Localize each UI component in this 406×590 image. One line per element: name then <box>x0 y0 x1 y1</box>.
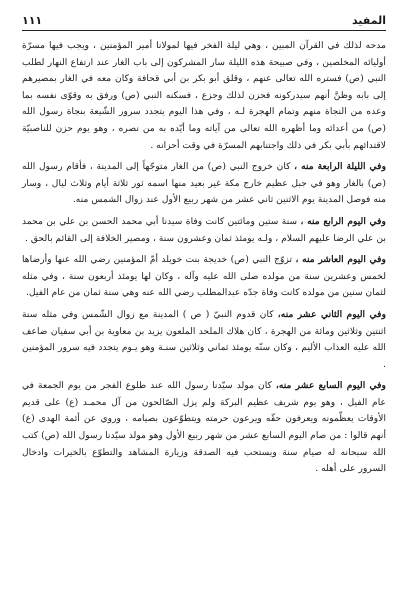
paragraph-text: سنة ستين ومائتين كانت وفاة سيدنا أبي محمد الحسن بن علي بن محمد بن علي الرضا عليهم السلام ، ولـه يومئذ ثمان وعشرون سنة ، ومصير الخلافة إلى القائم بالحق . <box>22 215 386 244</box>
paragraph-lead: وفي اليوم الرابع منه ، <box>300 215 386 227</box>
paragraph-lead: وفي اليوم العاشر منه ، <box>295 254 386 266</box>
paragraph-lead: وفي الليلة الرابعة منه ، <box>294 161 387 173</box>
paragraph-text: تزوّج النبي (ص) خديجة بنت خويلد أمّ المؤمنين رضي الله عنها وأرضاها لخمس وعشرين سنة من مولده صلى الله عليه وآله ، وكان لها يومئذ أربعون سنة ، وفي مثله لثمان سنين من مولده كانت وفاة جدّه عبدالمطلب رضي الله عنه وهي سنة ثمان من عام الفيل. <box>22 254 386 299</box>
paragraph-day-10 <box>22 252 386 302</box>
paragraph-text: مدحه لذلك في القرآن المبين ، وهي ليلة الفخر فيها لمولانا أمير المؤمنين ، ويجب فيها مسرّة أوليائه المخلصين ، وفي صبيحة هذه الليلة سار المشركون إلى باب الغار عند ارتفاع النهار لطلب النبي (ص) فستره الله تعالى عنهم ، وقلق أبو بكر بن أبي قحافة وكان معه في الغار بمصيرهم إلى بابه وظنَّ أنهم سيدركونه فحزن لذلك وجزع ، فسكنه النبي (ص) ورفق به وقوّى نفسه بما وعده من النجاة منهم وتمام الهجرة لـه ، وفي هذا اليوم يتجدد سرور الشّيعة بنجاة رسول الله (ص) من أعدائه وما أظهره الله تعالى من آياته وما أيّده به من نصره ، وهو يوم حزن للناصبيّة لاقتدائهم بأبي بكر في ذلك واجتنابهم المسرّة في وقت أحزانه . <box>22 40 386 151</box>
paragraph-night-4 <box>22 159 386 209</box>
paragraph-text: كان مولد سيّدنا رسول الله عند طلوع الفجر من يوم الجمعة في عام الفيل ، وهو يوم شريف عظيم البركة ولم يزل الصّالحون من آل محمـد (ع) على قديم الأوقات يعظّمونه ويعرفون حقّه ويرعون حرمته ويتطوّعون بصيامه ، وروي عن أئمة الهدى (ع) أنهم قالوا : من صام اليوم السابع عشر من شهر ربيع الأول وهو مولد سيّدنا رسول الله (ص) كتب الله سبحانه له صيام سنة ويستحب فيه الصدقة وزيارة المشاهد والتطوّع بالخيرات وادخال السرور على أهله . <box>22 380 386 475</box>
page-body <box>22 38 386 478</box>
header-rule <box>22 30 386 31</box>
paragraph-continuation <box>22 38 386 154</box>
running-title: المفيد <box>351 13 386 27</box>
paragraph-text: كان خروج النبي (ص) من الغار متوجّهاً إلى المدينة ، فأقام رسول الله (ص) بالغار وهو في جبل عظيم خارج مكة غير بعيد منها اسمه ثور ثلاثة أيام وثلاث ليال ، وسار منه فوصل المدينة يوم الاثنين ثاني عشر من شهر ربيع الأول عند زوال الشمس منه. <box>22 161 386 206</box>
paragraph-day-4 <box>22 214 386 247</box>
paragraph-lead: وفي اليوم السابع عشر منه، <box>275 380 386 392</box>
running-header <box>22 12 386 28</box>
paragraph-lead: وفي اليوم الثاني عشر منه، <box>277 308 387 320</box>
page-number: ١١١ <box>22 13 43 27</box>
paragraph-day-17 <box>22 378 386 478</box>
paragraph-text: كان قدوم النبيّ ( ص ) المدينة مع زوال الشّمس وفي مثله سنة اثنتين وثلاثين ومائة من الهجرة ، كان هلاك الملحد الملعون يزيد بن معاوية بن أبي سفيان ضاعف الله عليه العذاب الأليم ، وكان سنّه يومئذ ثماني وثلاثين سنـة وهو يـوم يتجدد فيه سرور المؤمنين . <box>22 308 386 370</box>
paragraph-day-12 <box>22 307 386 373</box>
